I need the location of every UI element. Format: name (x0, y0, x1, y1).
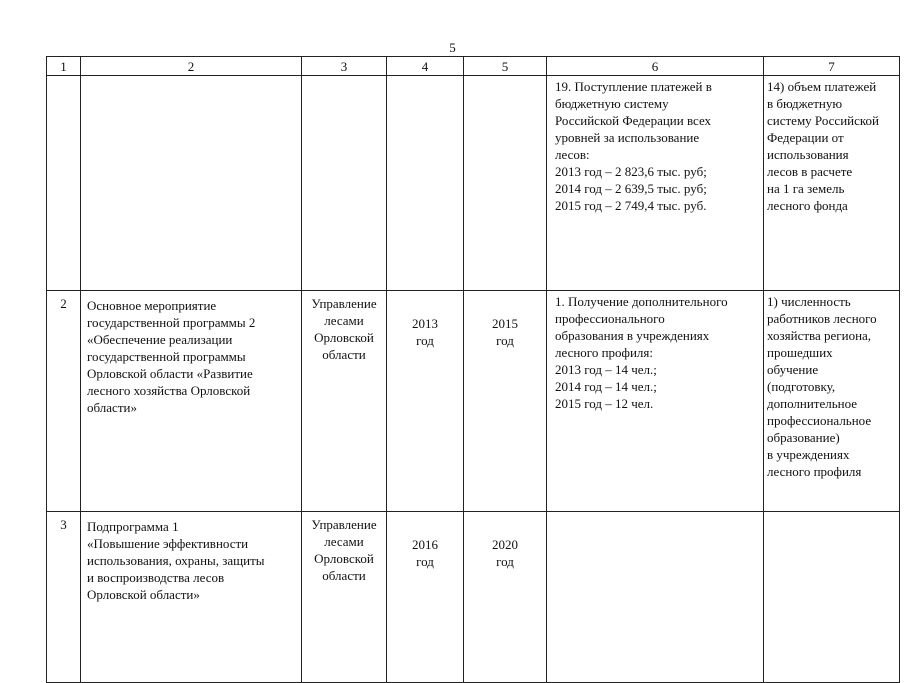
column-header-5: 5 (464, 57, 547, 76)
result-line: Российской Федерации всех (555, 113, 712, 128)
end-year-cell (464, 76, 547, 291)
start-year-cell (387, 291, 464, 512)
measure-name-line: лесного хозяйства Орловской (87, 383, 251, 398)
indicator-line: дополнительное (767, 396, 858, 411)
measure-name-line: и воспроизводства лесов (87, 570, 225, 585)
indicator-line: использования (767, 147, 849, 162)
executor-line: лесами (324, 313, 364, 328)
measure-name-cell (81, 512, 302, 683)
column-header-4: 4 (387, 57, 464, 76)
table-row (47, 512, 900, 683)
executor-cell (302, 512, 387, 683)
table-row (47, 76, 900, 291)
result-line: уровней за использование (555, 130, 700, 145)
result-line: 19. Поступление платежей в (555, 79, 712, 94)
end-year-cell (464, 291, 547, 512)
row-number: 2 (47, 291, 81, 512)
end-year: 2015 (492, 316, 518, 331)
result-line: 1. Получение дополнительного (555, 294, 728, 309)
result-line: 2014 год – 14 чел.; (555, 379, 657, 394)
measure-name-line: Подпрограмма 1 (87, 519, 179, 534)
row-number: 3 (47, 512, 81, 683)
table-header-row (47, 57, 900, 76)
measure-name-line: государственной программы (87, 349, 246, 364)
indicator-line: образование) (767, 430, 840, 445)
indicator-line: в бюджетную (767, 96, 843, 111)
executor-line: Орловской (314, 330, 374, 345)
start-year-unit: год (416, 333, 434, 348)
result-line: 2014 год – 2 639,5 тыс. руб; (555, 181, 707, 196)
indicator-line: работников лесного (767, 311, 877, 326)
measure-name-cell (81, 76, 302, 291)
result-line: 2015 год – 12 чел. (555, 396, 654, 411)
result-cell (547, 512, 764, 683)
end-year: 2020 (492, 537, 518, 552)
table-row (47, 291, 900, 512)
result-cell (547, 291, 764, 512)
result-line: лесного профиля: (555, 345, 653, 360)
indicator-cell (764, 512, 900, 683)
start-year: 2016 (412, 537, 438, 552)
executor-line: лесами (324, 534, 364, 549)
measure-name-line: Орловской области «Развитие (87, 366, 253, 381)
column-header-7: 7 (764, 57, 900, 76)
indicator-line: прошедших (767, 345, 833, 360)
indicator-line: лесов в расчете (767, 164, 853, 179)
indicator-line: лесного профиля (767, 464, 862, 479)
start-year-cell (387, 512, 464, 683)
measure-name-line: Основное мероприятие (87, 298, 217, 313)
result-line: 2013 год – 2 823,6 тыс. руб; (555, 164, 707, 179)
column-header-6: 6 (547, 57, 764, 76)
executor-line: Орловской (314, 551, 374, 566)
measure-name-line: Орловской области» (87, 587, 200, 602)
indicator-line: 1) численность (767, 294, 851, 309)
measure-name-line: «Обеспечение реализации (87, 332, 233, 347)
indicator-line: на 1 га земель (767, 181, 845, 196)
page-number: 5 (449, 40, 456, 55)
start-year-unit: год (416, 554, 434, 569)
indicator-line: 14) объем платежей (767, 79, 877, 94)
end-year-unit: год (496, 554, 514, 569)
indicator-line: хозяйства региона, (767, 328, 872, 343)
measure-name-line: области» (87, 400, 137, 415)
executor-line: Управление (311, 296, 377, 311)
indicator-line: профессиональное (767, 413, 872, 428)
executor-cell (302, 76, 387, 291)
executor-line: области (322, 568, 366, 583)
executor-line: Управление (311, 517, 377, 532)
result-line: 2015 год – 2 749,4 тыс. руб. (555, 198, 707, 213)
column-header-3: 3 (302, 57, 387, 76)
result-line: образования в учреждениях (555, 328, 710, 343)
result-line: 2013 год – 14 чел.; (555, 362, 657, 377)
result-line: профессионального (555, 311, 665, 326)
result-line: лесов: (555, 147, 590, 162)
executor-cell (302, 291, 387, 512)
indicator-cell (764, 291, 900, 512)
result-cell (547, 76, 764, 291)
column-header-1: 1 (47, 57, 81, 76)
row-number (47, 76, 81, 291)
measure-name-line: использования, охраны, защиты (87, 553, 265, 568)
column-header-2: 2 (81, 57, 302, 76)
indicator-cell (764, 76, 900, 291)
indicator-line: в учреждениях (767, 447, 850, 462)
indicator-line: лесного фонда (767, 198, 848, 213)
measure-name-line: «Повышение эффективности (87, 536, 249, 551)
measure-name-line: государственной программы 2 (87, 315, 256, 330)
measure-name-cell (81, 291, 302, 512)
indicator-line: Федерации от (767, 130, 844, 145)
end-year-unit: год (496, 333, 514, 348)
program-table (46, 56, 900, 683)
result-line: бюджетную систему (555, 96, 669, 111)
indicator-line: обучение (767, 362, 819, 377)
indicator-line: (подготовку, (767, 379, 836, 394)
indicator-line: систему Российской (767, 113, 879, 128)
start-year: 2013 (412, 316, 438, 331)
end-year-cell (464, 512, 547, 683)
executor-line: области (322, 347, 366, 362)
start-year-cell (387, 76, 464, 291)
